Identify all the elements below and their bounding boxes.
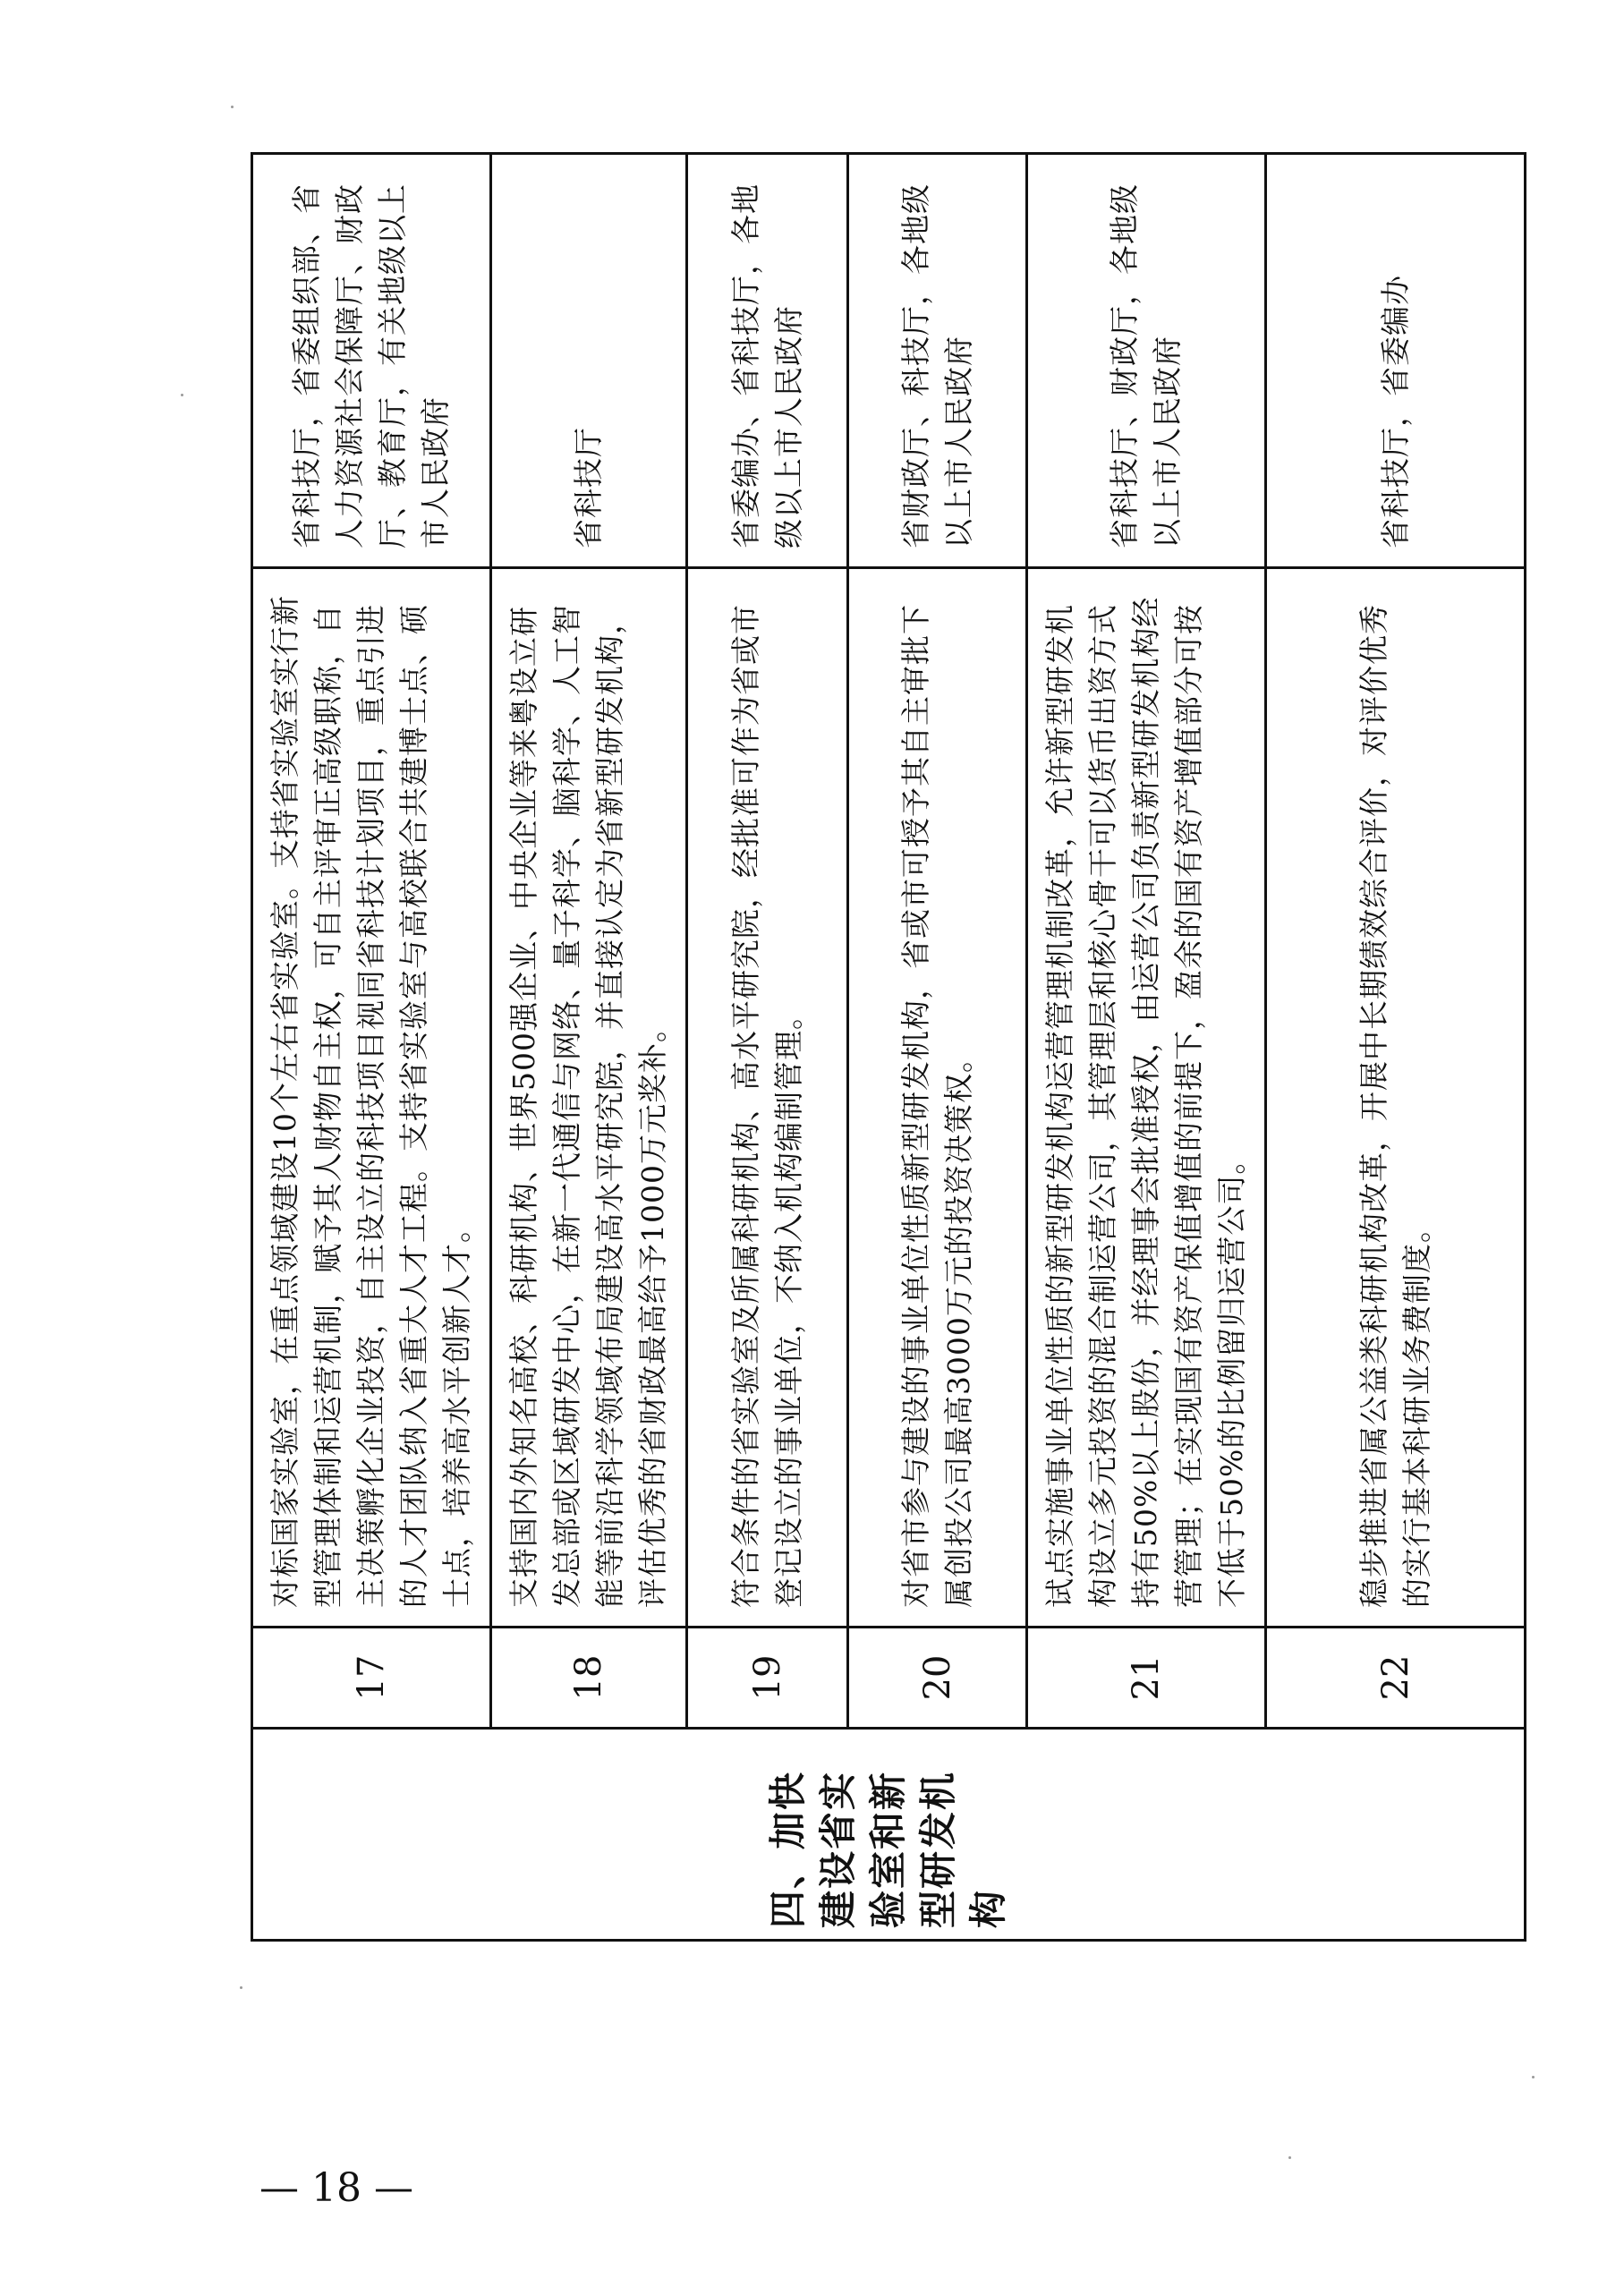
table-row [848,154,1027,1941]
table-row [1266,154,1526,1941]
row-number: 20 [848,1628,1027,1729]
responsible-units: 省财政厅、科技厅，各地级以上市人民政府 [848,154,1027,568]
row-number: 22 [1266,1628,1526,1729]
measure-text: 支持国内外知名高校、科研机构、世界500强企业、中央企业等来粤设立研发总部或区域研发中心，在新一代通信与网络、量子科学、脑科学、人工智能等前沿科学领域布局建设高水平研究院，并直接认定为省新型研发机构，评估优秀的省财政最高给予1000万元奖补。 [491,568,687,1628]
responsible-units: 省科技厅、财政厅，各地级以上市人民政府 [1027,154,1266,568]
page-number: — 18 — [259,2165,413,2211]
measure-text: 试点实施事业单位性质的新型研发机构运营管理机制改革，允许新型研发机构设立多元投资的混合制运营公司，其管理层和核心骨干可以货币出资方式持有50%以上股份，并经理事会批准授权，由运营公司负责新型研发机构经营管理；在实现国有资产保值增值的前提下，盈余的国有资产增值部分可按不低于50%的比例留归运营公司。 [1027,568,1266,1628]
measure-text: 稳步推进省属公益类科研机构改革，开展中长期绩效综合评价，对评价优秀的实行基本科研业务费制度。 [1266,568,1526,1628]
row-number: 17 [252,1628,491,1729]
table-row [1027,154,1266,1941]
table-row [491,154,687,1941]
scan-speck [1288,2156,1291,2159]
responsible-units: 省科技厅，省委编办 [1266,154,1526,568]
scan-speck [181,394,183,396]
table-row [687,154,848,1941]
row-number: 19 [687,1628,848,1729]
measure-text: 符合条件的省实验室及所属科研机构、高水平研究院，经批准可作为省或市登记设立的事业单位，不纳入机构编制管理。 [687,568,848,1628]
scan-speck [1532,2076,1535,2078]
rotated-table-container [251,152,1450,1942]
responsible-units: 省科技厅 [491,154,687,568]
table-row [252,154,491,1941]
scan-speck [231,106,234,108]
measure-text: 对省市参与建设的事业单位性质新型研发机构，省或市可授予其自主审批下属创投公司最高3000万元的投资决策权。 [848,568,1027,1628]
responsible-units: 省委编办、省科技厅，各地级以上市人民政府 [687,154,848,568]
responsible-units: 省科技厅，省委组织部、省人力资源社会保障厅、财政厅、教育厅，有关地级以上市人民政府 [252,154,491,568]
row-number: 21 [1027,1628,1266,1729]
measure-text: 对标国家实验室，在重点领域建设10个左右省实验室。支持省实验室实行新型管理体制和运营机制，赋予其人财物自主权，可自主评审正高级职称，自主决策孵化企业投资，自主设立的科技项目视同省科技计划项目，重点引进的人才团队纳入省重大人才工程。支持省实验室与高校联合共建博士点、硕士点，培养高水平创新人才。 [252,568,491,1628]
scan-speck [240,1986,242,1989]
category-cell: 四、加快建设省实验室和新型研发机构 [252,1729,1526,1941]
policy-table [251,152,1526,1942]
row-number: 18 [491,1628,687,1729]
